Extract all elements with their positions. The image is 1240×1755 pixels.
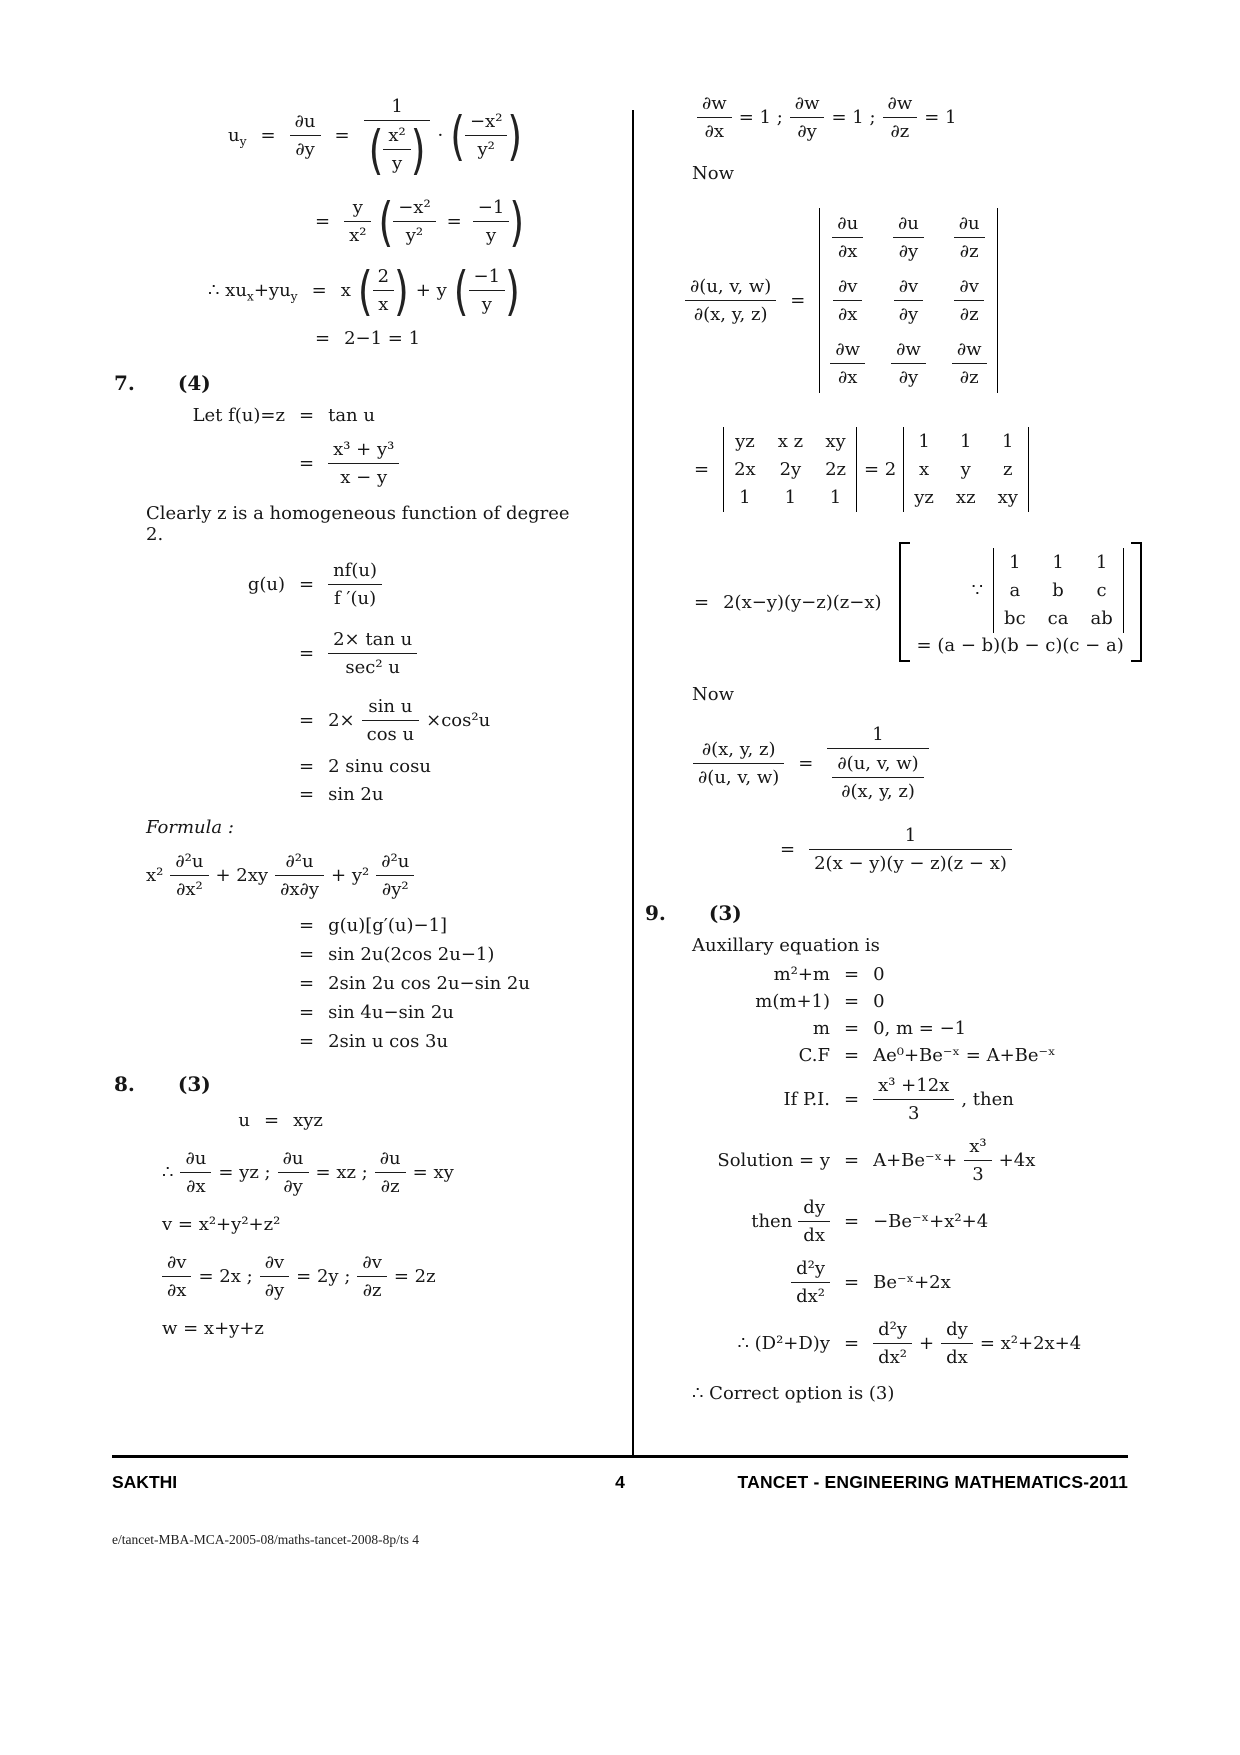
equals-sign: = [844,991,860,1012]
footer-publisher: SAKTHI [112,1472,178,1492]
det-cell: 2x [734,459,756,480]
math-text: = xz ; [315,1162,368,1183]
det-cell: c [1096,580,1107,601]
det-cell: ∂v ∂y [894,275,923,326]
equals-sign: = [299,756,315,777]
equals-sign: = [311,280,327,301]
equals-sign: = [844,1150,860,1171]
math-lhs: u [238,1110,250,1131]
det-cell: ab [1090,608,1113,629]
math-text: + y [415,280,447,301]
det-cell: ∂w ∂y [891,338,926,389]
math-text: −Be⁻ˣ+x²+4 [873,1211,989,1232]
q7-result-5 [100,1031,580,1052]
det-cell: ∂u ∂x [832,212,863,263]
item-answer-option: (3) [708,901,742,925]
fraction: $\frac{dy}{dx}$ [941,1318,973,1369]
math-text: = x²+2x+4 [979,1333,1082,1354]
q8-v-line: v = x²+y²+z² [162,1214,281,1235]
det-cell: ∂u ∂z [954,212,985,263]
item-number: 8. [114,1072,135,1096]
math-text: $u_y$ [228,125,247,149]
determinant [723,427,857,512]
fraction: ∂²u ∂y² [376,850,414,901]
paren-group [454,265,520,316]
determinant [993,548,1124,633]
inverse-jacobian-line [693,723,1150,804]
q9-line-3 [645,1018,1150,1039]
fraction: ( 2 x [373,265,394,316]
math-text: ∴ $xu_x+yu_y$ [208,280,298,304]
det-cell: xy [825,431,846,452]
fraction: $\frac{\text{x³ + y³}}{x - y}$ [328,438,399,489]
q9-operator-line [645,1318,1150,1369]
now-label: Now [692,163,734,184]
q9-aux-label: Auxillary equation is [692,935,880,956]
math-text: 2× [328,710,355,731]
fraction: $\frac{\partial(x, y, z)}{\partial(u, v, w)}$ [693,738,784,789]
equals-sign: = [780,839,796,860]
math-text: g(u)[g′(u)−1] [328,915,448,936]
det-cell: xz [955,487,976,508]
det-cell: xy [997,487,1018,508]
equals-sign: = [299,973,315,994]
footer-rule [112,1455,1128,1458]
item-number: 9. [645,901,666,925]
fraction: ( x² y [383,124,410,175]
r-dw-line [697,92,1150,143]
fraction: $\frac{\partial w}{\partial z}$ [883,92,918,143]
math-text: , then [961,1089,1014,1110]
q9-pi-line [645,1074,1150,1125]
math-text: = 2z [393,1266,436,1287]
subscript: y [290,289,298,304]
q7-result-2 [100,944,580,965]
q9-dydx-line [645,1196,1150,1247]
math-text: = 1 ; [738,107,783,128]
math-text: sin 4u−sin 2u [328,1002,454,1023]
math-lhs: g(u) [247,574,285,595]
det-evaluation-line [687,427,1150,512]
math-text: 2(x−y)(y−z)(z−x) [723,591,882,613]
q9-conclusion: ∴ Correct option is (3) [692,1383,895,1404]
equals-sign: = [694,459,710,480]
eq-xux-line [208,265,580,316]
det-cell: ∂v ∂z [954,275,983,326]
det-cell: 1 [1095,552,1108,573]
column-divider [632,110,634,1456]
determinant [903,427,1029,512]
item-number: 7. [114,371,135,395]
equals-sign: = [299,784,315,805]
det-cell: 1 [784,487,797,508]
equals-sign: = [299,574,315,595]
equals-sign: = [844,964,860,985]
fraction: $\frac{\partial u}{\partial x}$ [180,1147,211,1198]
fraction: $\frac{\text{sin u}}{\text{cos u}}$ [362,695,419,746]
math-text: sin 2u(2cos 2u−1) [328,944,495,965]
fraction: $\frac{nf(u)}{f '(u)}$ [328,559,382,610]
det-cell: 2z [825,459,846,480]
equals-sign: = [299,710,315,731]
q9-solution-line [645,1135,1150,1186]
fraction: $\frac{\partial u}{\partial z}$ [375,1147,406,1198]
q7-sin2u-line [100,784,580,805]
det-cell: ca [1047,608,1069,629]
math-text: = (a − b)(b − c)(c − a) [916,635,1124,656]
det-cell: 1 [960,431,972,452]
q7-result-1 [100,915,580,936]
item-8-header [114,1072,580,1096]
math-text: = 2 [864,459,897,480]
fraction: $\frac{\text{x³ +12x}}{3}$ [873,1074,954,1125]
math-lhs: If P.I. [783,1089,830,1110]
det-cell: x z [777,431,804,452]
q7-sincos-line [100,695,580,746]
det-cell: y [960,459,971,480]
right-column [645,92,1150,1404]
equals-sign: = [798,753,814,774]
eq-uy-line1 [228,95,580,176]
equals-sign: = [299,405,315,426]
fraction: $\frac{\partial w}{\partial x}$ [697,92,732,143]
jacobian-definition [685,208,1150,393]
det-cell: b [1052,580,1064,601]
q8-du-line [162,1147,580,1198]
fraction: ( $\frac{\text{−x²}}{\text{y²}}$ [393,196,435,247]
det-cell: yz [735,431,755,452]
eq-uy-line2 [308,196,580,247]
equals-sign: = [844,1045,860,1066]
fraction: $\frac{1}{2(x - y)(y - z)(z - x)}$ [809,824,1012,875]
paren-group [369,124,426,175]
equals-sign: = [844,1089,860,1110]
item-answer-option: (4) [177,371,211,395]
now-label: Now [692,684,734,705]
det-cell: bc [1004,608,1026,629]
fraction: ( −1 y [469,265,506,316]
math-text: = 1 [924,107,957,128]
equals-sign: = [260,125,276,146]
equals-sign: = [790,290,806,311]
footer-page-number: 4 [615,1472,625,1492]
det-cell: ∂w ∂z [952,338,987,389]
fraction: d²y dx² [791,1257,830,1308]
formula-label: Formula : [146,817,234,838]
paren-group [358,265,409,316]
q7-sinucosu-line [100,756,580,777]
math-text: 0, m = −1 [873,1018,967,1039]
q8-dv-line [162,1251,580,1302]
math-lhs: then dy dx [645,1196,830,1247]
det-cell: ∂w ∂x [830,338,865,389]
fraction: $\frac{\text{d²y}}{\text{dx²}}$ [873,1318,912,1369]
q7-gu-line [100,559,580,610]
math-text: A+Be⁻ˣ+ [873,1150,958,1171]
eq-result-line [308,328,580,349]
math-lhs: C.F [798,1045,830,1066]
jacobian-determinant [819,208,997,393]
math-lhs [645,1257,830,1308]
math-text: Be⁻ˣ+2x [873,1272,951,1293]
paren-group [450,110,522,161]
math-text: x² [146,865,164,886]
q9-d2y-line [645,1257,1150,1308]
math-lhs: ∴ (D²+D)y [737,1333,830,1354]
equals-sign: = [334,125,350,146]
math-text: 2 sinu cosu [328,756,431,777]
inverse-jacobian-result [773,824,1150,875]
det-cell: yz [914,487,934,508]
fraction: $\frac{y}{\text{x²}}$ [344,196,371,247]
plus-sign: + [919,1333,935,1354]
equals-sign: = [299,643,315,664]
fraction: ∂²u ∂x² [170,850,208,901]
printer-imprint: e/tancet-MBA-MCA-2005-08/maths-tancet-2008-8p/ts 4 [112,1532,420,1547]
q7-tansec-line [100,628,580,679]
subscript: y [239,134,247,149]
fraction: $\frac{\partial u}{\partial y}$ [278,1147,309,1198]
fraction: dy dx [798,1196,830,1247]
equals-sign: = [299,453,315,474]
math-text: sin 2u [328,784,384,805]
q8-w-line: w = x+y+z [162,1318,264,1339]
math-text: = 2y ; [296,1266,351,1287]
math-text: 0 [873,964,885,985]
equals-sign: = [315,211,331,232]
math-lhs: m(m+1) [755,991,830,1012]
math-text: xyz [293,1110,323,1131]
math-text: 2−1 = 1 [344,328,421,349]
q7-frac-line [100,438,580,489]
q9-line-4 [645,1045,1150,1066]
fraction: $\frac{\partial(u, v, w)}{\partial(x, y, z)}$ [685,275,776,326]
bracket-note [899,542,1142,662]
equals-sign: = [844,1211,860,1232]
q7-result-4 [100,1002,580,1023]
math-text: = yz ; [218,1162,271,1183]
math-text: ×cos²u [426,710,491,731]
det-cell: x [919,459,930,480]
math-lhs: m²+m [773,964,830,985]
equals-sign: = [299,1031,315,1052]
fraction: $\frac{\partial w}{\partial y}$ [790,92,825,143]
equals-sign: = [694,591,710,613]
equals-sign: = [264,1110,280,1131]
item-9-header [645,901,1150,925]
q8-u-line [100,1110,580,1131]
det-cell: 1 [829,487,842,508]
q7-let-line [100,405,580,426]
math-lhs: Solution = y [717,1150,830,1171]
equals-sign: = [299,944,315,965]
math-text: + y² [331,865,370,886]
fraction: ∂²u ∂x∂y [275,850,324,901]
det-cell: 1 [1052,552,1064,573]
subscript: x [246,289,254,304]
fraction: $\frac{-1}{y}$ [473,196,510,247]
fraction: $\frac{\text{x³}}{3}$ [964,1135,991,1186]
math-text: + 2xy [215,865,269,886]
equals-sign: = [299,1002,315,1023]
q7-homogeneous-note: Clearly z is a homogeneous function of degree 2. [146,503,570,545]
fraction: $\frac{\partial v}{\partial y}$ [260,1251,289,1302]
because-sign: ∵ [971,580,984,601]
left-column [100,95,580,1339]
equals-sign: = [299,915,315,936]
paren-group [378,196,524,247]
det-cell: ∂v ∂x [833,275,862,326]
det-cell: 1 [918,431,930,452]
det-cell: 2y [779,459,802,480]
fraction: 1 ( x² y ) [364,95,431,176]
det-cell: a [1009,580,1021,601]
det-cell: 1 [1009,552,1021,573]
equals-sign: = [315,328,331,349]
math-lhs: m [812,1018,830,1039]
det-cell: z [1002,459,1013,480]
therefore-sign: ∴ [162,1162,174,1183]
equals-sign: = [844,1333,860,1354]
q9-line-2 [645,991,1150,1012]
math-text: 2sin 2u cos 2u−sin 2u [328,973,530,994]
det-cell: ∂u ∂y [893,212,924,263]
dot-operator: · [437,125,444,146]
math-text: Ae⁰+Be⁻ˣ = A+Be⁻ˣ [873,1045,1056,1066]
fraction: $\frac{\partial v}{\partial x}$ [162,1251,191,1302]
item-7-header [114,371,580,395]
math-text: x [340,280,351,301]
fraction: ( −x² y² [465,110,507,161]
math-text: = 2x ; [198,1266,253,1287]
math-lhs: Let f(u)=z [192,405,285,426]
q7-result-3 [100,973,580,994]
math-text: +4x [998,1150,1036,1171]
det-cell: 1 [739,487,751,508]
equals-sign: = [844,1018,860,1039]
q7-formula-line [146,850,580,901]
factored-result-line [687,542,1150,662]
fraction: 2× tan u sec² u [328,628,417,679]
math-text: tan u [328,405,375,426]
math-text: 2sin u cos 3u [328,1031,449,1052]
det-cell: 1 [1002,431,1014,452]
fraction: $\frac{1}{\frac{\partial(u, v, w)}{\partial(x, y, z)}}$ [827,723,928,804]
footer-book-title: TANCET - ENGINEERING MATHEMATICS-2011 [737,1472,1129,1492]
equals-sign: = [844,1272,860,1293]
math-text: = 1 ; [831,107,876,128]
math-text: = xy [412,1162,454,1183]
math-text: 0 [873,991,885,1012]
fraction: $\frac{\partial u}{\partial y}$ [290,110,321,161]
page-footer [112,1472,1128,1493]
equals-sign: = [446,211,462,232]
fraction: $\frac{\partial(u, v, w)}{\partial(x, y, z)}$ [832,752,923,803]
fraction: $\frac{\partial v}{\partial z}$ [357,1251,386,1302]
q9-line-1 [645,964,1150,985]
item-answer-option: (3) [177,1072,211,1096]
